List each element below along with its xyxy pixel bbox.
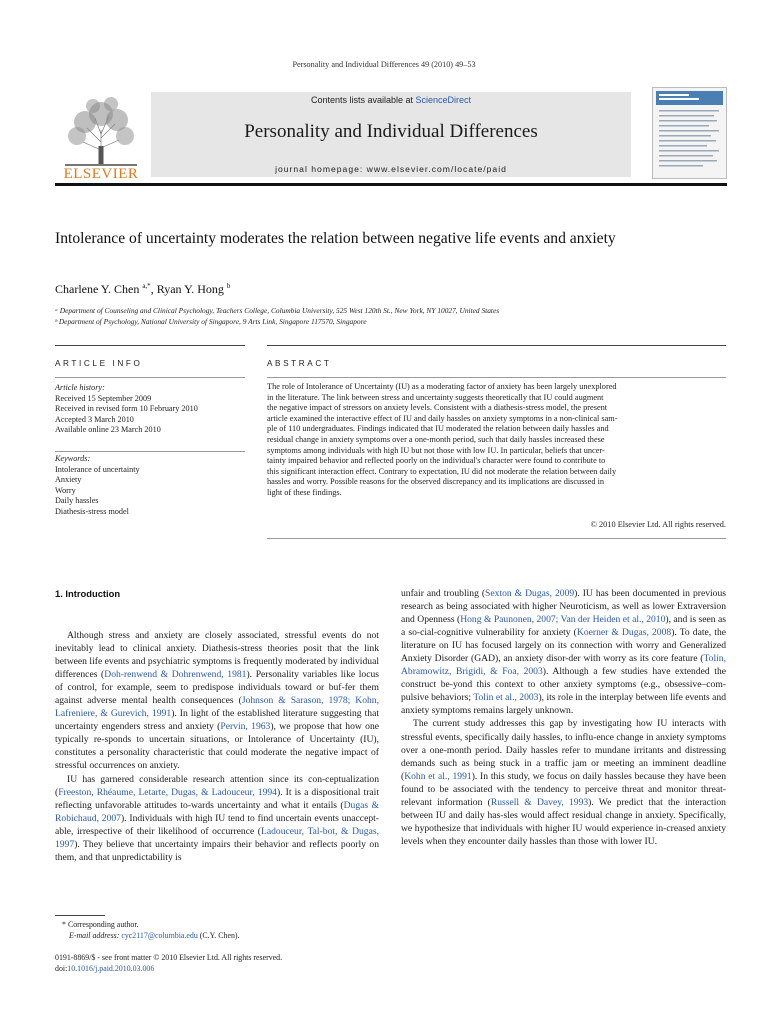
journal-citation: Personality and Individual Differences 49 (2010) 49–53: [292, 60, 476, 69]
paragraph-text: ), and is seen as a so-cial-cognitive vulnerability for anxiety (: [401, 614, 726, 639]
citation-link[interactable]: Sexton & Dugas, 2009: [485, 588, 575, 599]
author-list: [55, 282, 230, 297]
paragraph-text: The current study addresses this gap by investigating how IU interacts with stressful events, specifically daily hassles, to influ-ence change in anxiety symptoms over a one-month period. Daily hassles refer to mundane irritants and distressing demands such as being stuck in a traffic jam or meeting an imminent deadline (: [401, 718, 726, 782]
paragraph-text: ). In this study, we focus on daily hassles because they have been found to be associated with the tendency to perceive threat and monitor threat-relevant information (: [401, 770, 726, 808]
keywords-label: Keywords:: [55, 454, 91, 463]
abstract-line: tainty impaired behavior and reflected poorly on the individual's character were found to contribute to: [267, 456, 606, 466]
keyword-item: Worry: [55, 485, 76, 495]
history-label: Article history:: [55, 383, 105, 392]
divider: [267, 345, 726, 346]
footnote-marker: *: [62, 920, 66, 929]
article-title: Intolerance of uncertainty moderates the relation between negative life events and anxiety: [55, 230, 616, 247]
abstract-line: light of these findings.: [267, 487, 342, 497]
paragraph: [55, 773, 379, 864]
abstract-line: this significant interaction effect. Contrary to expectation, IU did not moderate the relation between daily: [267, 466, 617, 476]
abstract-copyright: © 2010 Elsevier Ltd. All rights reserved.: [590, 520, 726, 529]
keyword-item: Daily hassles: [55, 496, 99, 505]
author-separator: ,: [150, 282, 157, 296]
abstract-line: ple of 110 undergraduates. Findings indicated that IU moderated the relation between daily hassles and: [267, 424, 609, 434]
abstract-line: article examined the interactive effect of IU and daily hassles on anxiety symptoms in a non-clinical sam-: [267, 413, 618, 423]
divider: [267, 538, 726, 539]
doi-link[interactable]: 10.1016/j.paid.2010.03.006: [67, 964, 155, 973]
divider: [55, 345, 245, 346]
citation-link[interactable]: Dugas & Robichaud, 2007: [55, 799, 380, 824]
author-name: Charlene Y. Chen: [55, 282, 140, 296]
journal-title: Personality and Individual Differences: [244, 121, 538, 142]
citation-link[interactable]: Russell & Davey, 1993: [490, 796, 589, 808]
footnote-text: Corresponding author.: [67, 920, 139, 929]
paragraph-text: ). It is a dispositional trait reflecting unfavorable attitudes to-wards uncertainty and what it entails (: [55, 786, 380, 811]
affiliation-b: ᵇ Department of Psychology, National University of Singapore, 9 Arts Link, Singapore 117570, Singapore: [55, 317, 367, 326]
paragraph-text: Although stress and anxiety are closely associated, stressful: [67, 630, 317, 641]
citation-link[interactable]: Kohn et al., 1991: [404, 770, 472, 782]
elsevier-logo: [55, 90, 147, 182]
citation-link[interactable]: Doh-renwend & Dohrenwend, 1981: [104, 669, 247, 681]
email-link[interactable]: cyc2117@columbia.edu: [121, 931, 198, 940]
footnote-divider: [55, 915, 105, 916]
doi-line: [55, 963, 154, 974]
contents-prefix: Contents lists available at: [310, 95, 416, 105]
citation-link[interactable]: Johnson & Sarason, 1978; Kohn, Lafreniere, & Gurevich, 1991: [55, 695, 379, 720]
keyword-item: Anxiety: [55, 475, 82, 484]
paragraph-text: events do not inevitably lead to clinical anxiety. Diathesis-stress: [55, 630, 379, 655]
journal-cover-icon: [653, 88, 726, 178]
header-title-box: [151, 92, 631, 177]
contents-line: [151, 95, 631, 105]
section-heading-introduction: 1. Introduction: [55, 588, 121, 599]
paragraph-text: ). Although a few studies have extended the construct be-yond this context to other anxiety symptoms (e.g., obsessive–com-pulsive behaviors;: [401, 666, 727, 704]
body-column-right: [401, 587, 726, 848]
abstract-line: residual change in anxiety symptoms over a one-month period, such that daily hassles increased these: [267, 434, 605, 444]
paragraph-text: ). IU has been documented in previous research as being associated with higher Neuroticism, as well as lower Extraversion and Openness (: [401, 588, 726, 626]
affiliation-a: ᵃ Department of Counseling and Clinical Psychology, Teachers College, Columbia University, 525 West 120th St., New York, NY 10027, United States: [55, 306, 500, 315]
abstract-line: hassles and worry. Possible reasons for the observed discrepancy and its implications are discussed in: [267, 477, 605, 487]
author-affiliation-marker: a,*: [142, 282, 151, 290]
elsevier-wordmark: ELSEVIER: [63, 166, 139, 182]
header-divider: [55, 183, 727, 186]
paragraph-text: ), its role in the interplay between life events and anxiety symptoms remains largely unknown.: [401, 692, 727, 717]
email-suffix: (C.Y. Chen).: [199, 931, 240, 940]
paragraph-text: ). Individuals with high IU tend to find uncertain events unaccept-able, irrespective of their likelihood of occurrence (: [55, 812, 379, 837]
paragraph-text: ). In light of the established literature suggesting that uncertainty engenders stress and anxiety (: [55, 708, 379, 733]
paragraph-text: ), we propose that how one typically re-sponds to uncertain situations, or Intolerance of Uncertainty (IU), constitutes a personality characteristic that could moderate the negative impact of stressful occurrences on anxiety.: [55, 721, 379, 772]
abstract-heading: ABSTRACT: [267, 359, 332, 368]
divider: [55, 377, 245, 378]
citation-link[interactable]: Tolin et al., 2003: [473, 692, 539, 704]
paragraph-text: ). We predict that the interaction between IU and daily has-sles would affect residual change in anxiety. Specifically, we hypothesize that individuals with higher IU would experience in-creased anxiety levels when they encounter daily hassles than those with lower IU.: [401, 796, 726, 847]
sciencedirect-link[interactable]: ScienceDirect: [415, 95, 472, 105]
author-name: Ryan Y. Hong: [156, 282, 224, 296]
keyword-item: Diathesis-stress model: [55, 506, 129, 516]
issn-line: 0191-8869/$ - see front matter © 2010 Elsevier Ltd. All rights reserved.: [55, 953, 283, 962]
citation-link[interactable]: Hong & Paunonen, 2007; Van der Heiden et al., 2010: [460, 614, 666, 626]
abstract-line: the negative impact of stressors on anxiety levels. Consistent with a diathesis-stress model, the present: [267, 403, 608, 413]
paragraph-text: unfair and troubling (: [401, 588, 486, 599]
journal-cover-thumbnail: [652, 87, 727, 179]
divider: [55, 451, 245, 452]
doi-label: doi:: [55, 964, 68, 973]
article-info-heading: ARTICLE INFO: [55, 359, 143, 368]
history-item: Received 15 September 2009: [55, 393, 152, 403]
paragraph-text: theories posit that the link between life events and psychiatric: [55, 643, 380, 668]
abstract-body: [267, 382, 726, 499]
paragraph-text: ). They believe that uncertainty impairs their behavior and reflects poorly on them, and that unpredictability is: [55, 838, 379, 863]
history-item: Available online 23 March 2010: [55, 425, 161, 434]
journal-homepage-link[interactable]: journal homepage: www.elsevier.com/locate/paid: [275, 164, 507, 174]
citation-link[interactable]: Tolin, Abramowitz, Brigidi, & Foa, 2003: [401, 653, 726, 678]
journal-header: [55, 87, 727, 186]
citation-link[interactable]: Ladouceur, Tal-bot, & Dugas, 1997: [55, 825, 379, 850]
paragraph: [401, 717, 726, 847]
abstract-line: The role of Intolerance of Uncertainty (IU) as a moderating factor of anxiety has been largely unexplored: [267, 382, 617, 391]
keyword-item: Intolerance of uncertainty: [55, 464, 140, 474]
keywords: [55, 454, 140, 517]
citation-link[interactable]: Freeston, Rhéaume, Letarte, Dugas, & Ladouceur, 1994: [58, 786, 277, 798]
paragraph: [401, 587, 726, 717]
citation-link[interactable]: Pervin, 1963: [220, 721, 271, 733]
history-item: Received in revised form 10 February 2010: [55, 404, 198, 413]
footnote-email: [69, 930, 240, 941]
divider: [267, 377, 726, 378]
paragraph-text: ). To date, the literature on IU has focused largely on its connection with worry and Generalized Anxiety Disorder (GAD), an anxiety disor-der with worry as its core feature (: [401, 627, 726, 665]
body-column-left: [55, 629, 379, 864]
history-item: Accepted 3 March 2010: [55, 414, 134, 424]
article-history: [55, 383, 198, 436]
footnote-corresponding: [62, 919, 139, 930]
paragraph: [55, 629, 379, 773]
paragraph-text: IU has garnered considerable research attention since its con-ceptualization (: [55, 773, 379, 798]
paragraph-text: ). Personality variables like locus of control, for example, seem to predispose individuals toward or buf-fer them against adverse mental health consequences (: [55, 669, 380, 707]
citation-link[interactable]: Koerner & Dugas, 2008: [576, 627, 672, 639]
author-affiliation-marker: b: [226, 282, 231, 290]
abstract-line: symptoms among individuals with high IU but not those with low IU. In particular, beliefs that uncer-: [267, 445, 605, 455]
paragraph-text: symptoms is frequently moderated by individual differences (: [55, 656, 379, 681]
abstract-line: in the literature. The link between stress and uncertainty suggests theoretically that IU could augment: [267, 392, 604, 402]
email-label: E-mail address:: [69, 931, 120, 940]
